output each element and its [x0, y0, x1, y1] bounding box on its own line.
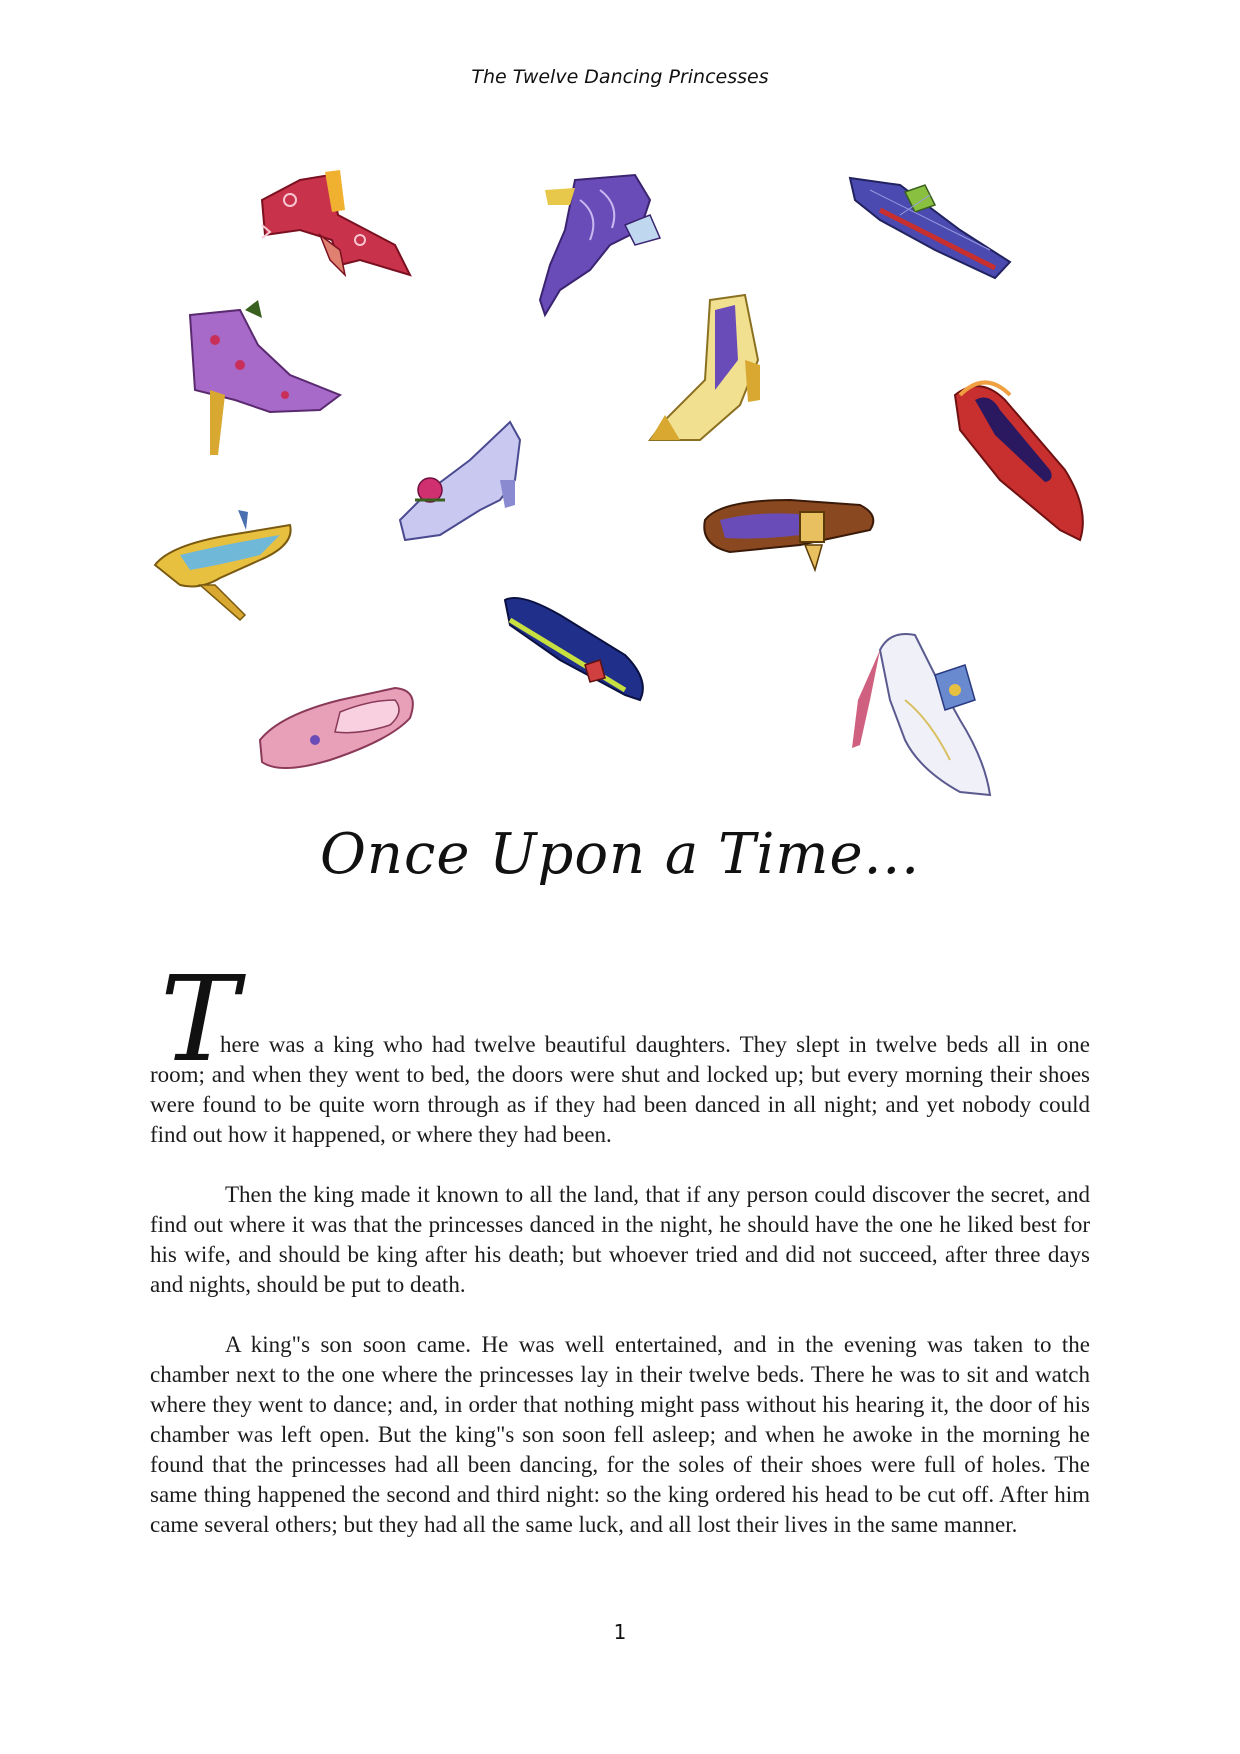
brown-buckle-loafer-icon [704, 500, 873, 570]
lavender-rose-heel-icon [400, 422, 520, 540]
paragraph-3: A king"s son soon came. He was well entertained, and in the evening was taken to the chamber next to the one where the princesses lay in their twelve beds. There he was to sit and watch where they went to dance; and, in order that nothing might pass without his hearing it, the door of his chamber was left open. But the king"s son soon fell asleep; and when he awoke in the morning he found that the princesses had all been dancing, for the soles of their shoes were full of holes. The same thing happened the second and third night: so the king ordered his head to be cut off. After him came several others; but they had all the same luck, and all lost their lives in the same manner. [150, 1332, 1090, 1537]
navy-striped-slipper-icon [505, 598, 643, 700]
gold-dotted-heel-icon [650, 295, 760, 440]
drop-cap: T [160, 950, 239, 1088]
red-ankle-boot-icon [262, 170, 410, 275]
blue-plaid-slipper-icon [850, 178, 1010, 278]
white-bow-heel-icon [852, 634, 990, 795]
red-lace-flat-icon [955, 383, 1083, 541]
pink-ballet-flat-icon [260, 688, 413, 768]
paragraph-2: Then the king made it known to all the land, that if any person could discover the secret, and find out where it was that the princesses danced in the night, he should have the one he liked best for his wife, and should be king after his death; but whoever tried and did not succeed, after three days and nights, should be put to death. [150, 1182, 1090, 1297]
paragraph-1 [150, 1030, 1090, 1150]
running-header: The Twelve Dancing Princesses [471, 66, 769, 88]
purple-curled-slipper-icon [540, 175, 660, 315]
page-number: 1 [613, 1620, 627, 1644]
paragraph-1-text: here was a king who had twelve beautiful daughters. They slept in twelve beds all in one room; and when they went to bed, the doors were shut and locked up; but every morning their shoes were found to be quite worn through as if they had been danced in all night; and yet nobody could find out how it happened, or where they had been. [150, 1032, 1090, 1147]
chapter-title: Once Upon a Time... [320, 822, 920, 887]
story-body [150, 1030, 1090, 1570]
yellow-blue-heel-icon [155, 510, 291, 620]
purple-floral-boot-icon [190, 300, 340, 455]
dancing-shoes-illustration [0, 0, 1240, 820]
